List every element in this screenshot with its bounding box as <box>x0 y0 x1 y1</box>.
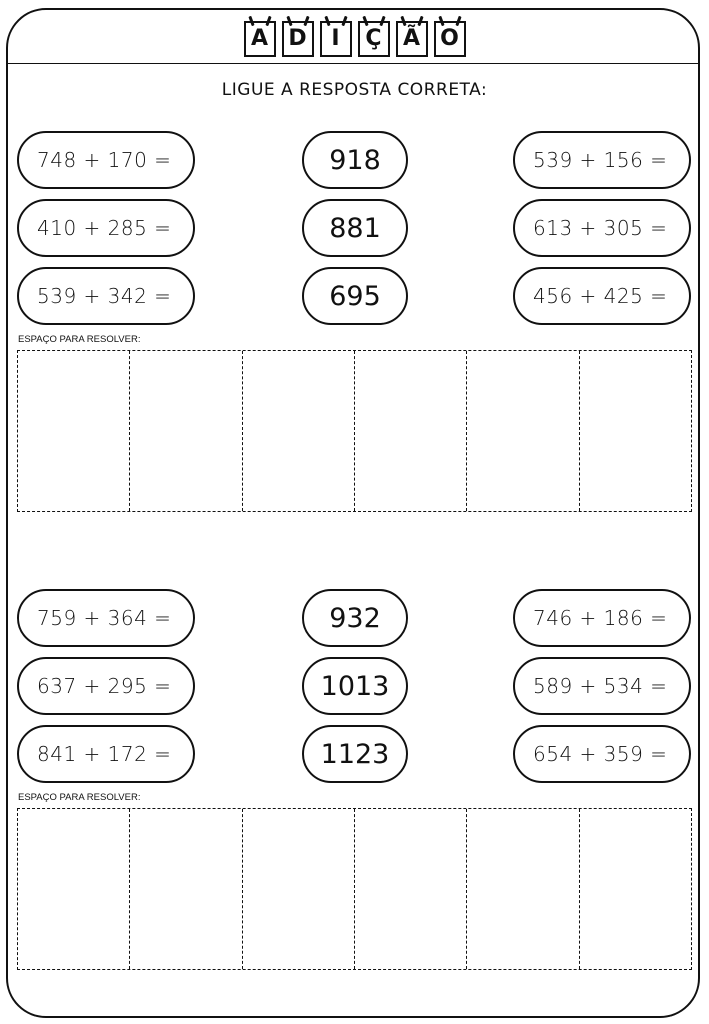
work-space-label: ESPAÇO PARA RESOLVER: <box>18 334 141 345</box>
expression-left-6[interactable]: 841 + 172 = <box>17 725 195 783</box>
title-letter: Ã <box>396 21 428 57</box>
expression-right-6[interactable]: 654 + 359 = <box>513 725 691 783</box>
title-letter: O <box>434 21 466 57</box>
expression-left-4[interactable]: 759 + 364 = <box>17 589 195 647</box>
title-letter: D <box>282 21 314 57</box>
expression-right-1[interactable]: 539 + 156 = <box>513 131 691 189</box>
expression-left-1[interactable]: 748 + 170 = <box>17 131 195 189</box>
answer-5[interactable]: 1013 <box>302 657 408 715</box>
work-cell[interactable] <box>243 351 355 511</box>
answer-3[interactable]: 695 <box>302 267 408 325</box>
title-letter: A <box>244 21 276 57</box>
expression-left-5[interactable]: 637 + 295 = <box>17 657 195 715</box>
title-letter: I <box>320 21 352 57</box>
work-cell[interactable] <box>130 809 242 969</box>
work-space-grid[interactable] <box>17 350 692 512</box>
work-cell[interactable] <box>130 351 242 511</box>
answer-2[interactable]: 881 <box>302 199 408 257</box>
instruction-text: LIGUE A RESPOSTA CORRETA: <box>221 80 488 100</box>
title-tiles <box>0 15 709 57</box>
expression-left-2[interactable]: 410 + 285 = <box>17 199 195 257</box>
expression-right-5[interactable]: 589 + 534 = <box>513 657 691 715</box>
work-cell[interactable] <box>18 351 130 511</box>
answer-4[interactable]: 932 <box>302 589 408 647</box>
work-space-grid[interactable] <box>17 808 692 970</box>
work-cell[interactable] <box>467 809 579 969</box>
answer-6[interactable]: 1123 <box>302 725 408 783</box>
title-divider <box>8 63 700 64</box>
work-cell[interactable] <box>467 351 579 511</box>
work-space-label: ESPAÇO PARA RESOLVER: <box>18 792 141 803</box>
expression-right-3[interactable]: 456 + 425 = <box>513 267 691 325</box>
work-cell[interactable] <box>355 809 467 969</box>
work-cell[interactable] <box>580 809 691 969</box>
expression-right-2[interactable]: 613 + 305 = <box>513 199 691 257</box>
expression-left-3[interactable]: 539 + 342 = <box>17 267 195 325</box>
work-cell[interactable] <box>580 351 691 511</box>
title-letter: Ç <box>358 21 390 57</box>
work-cell[interactable] <box>18 809 130 969</box>
answer-1[interactable]: 918 <box>302 131 408 189</box>
work-cell[interactable] <box>355 351 467 511</box>
expression-right-4[interactable]: 746 + 186 = <box>513 589 691 647</box>
work-cell[interactable] <box>243 809 355 969</box>
